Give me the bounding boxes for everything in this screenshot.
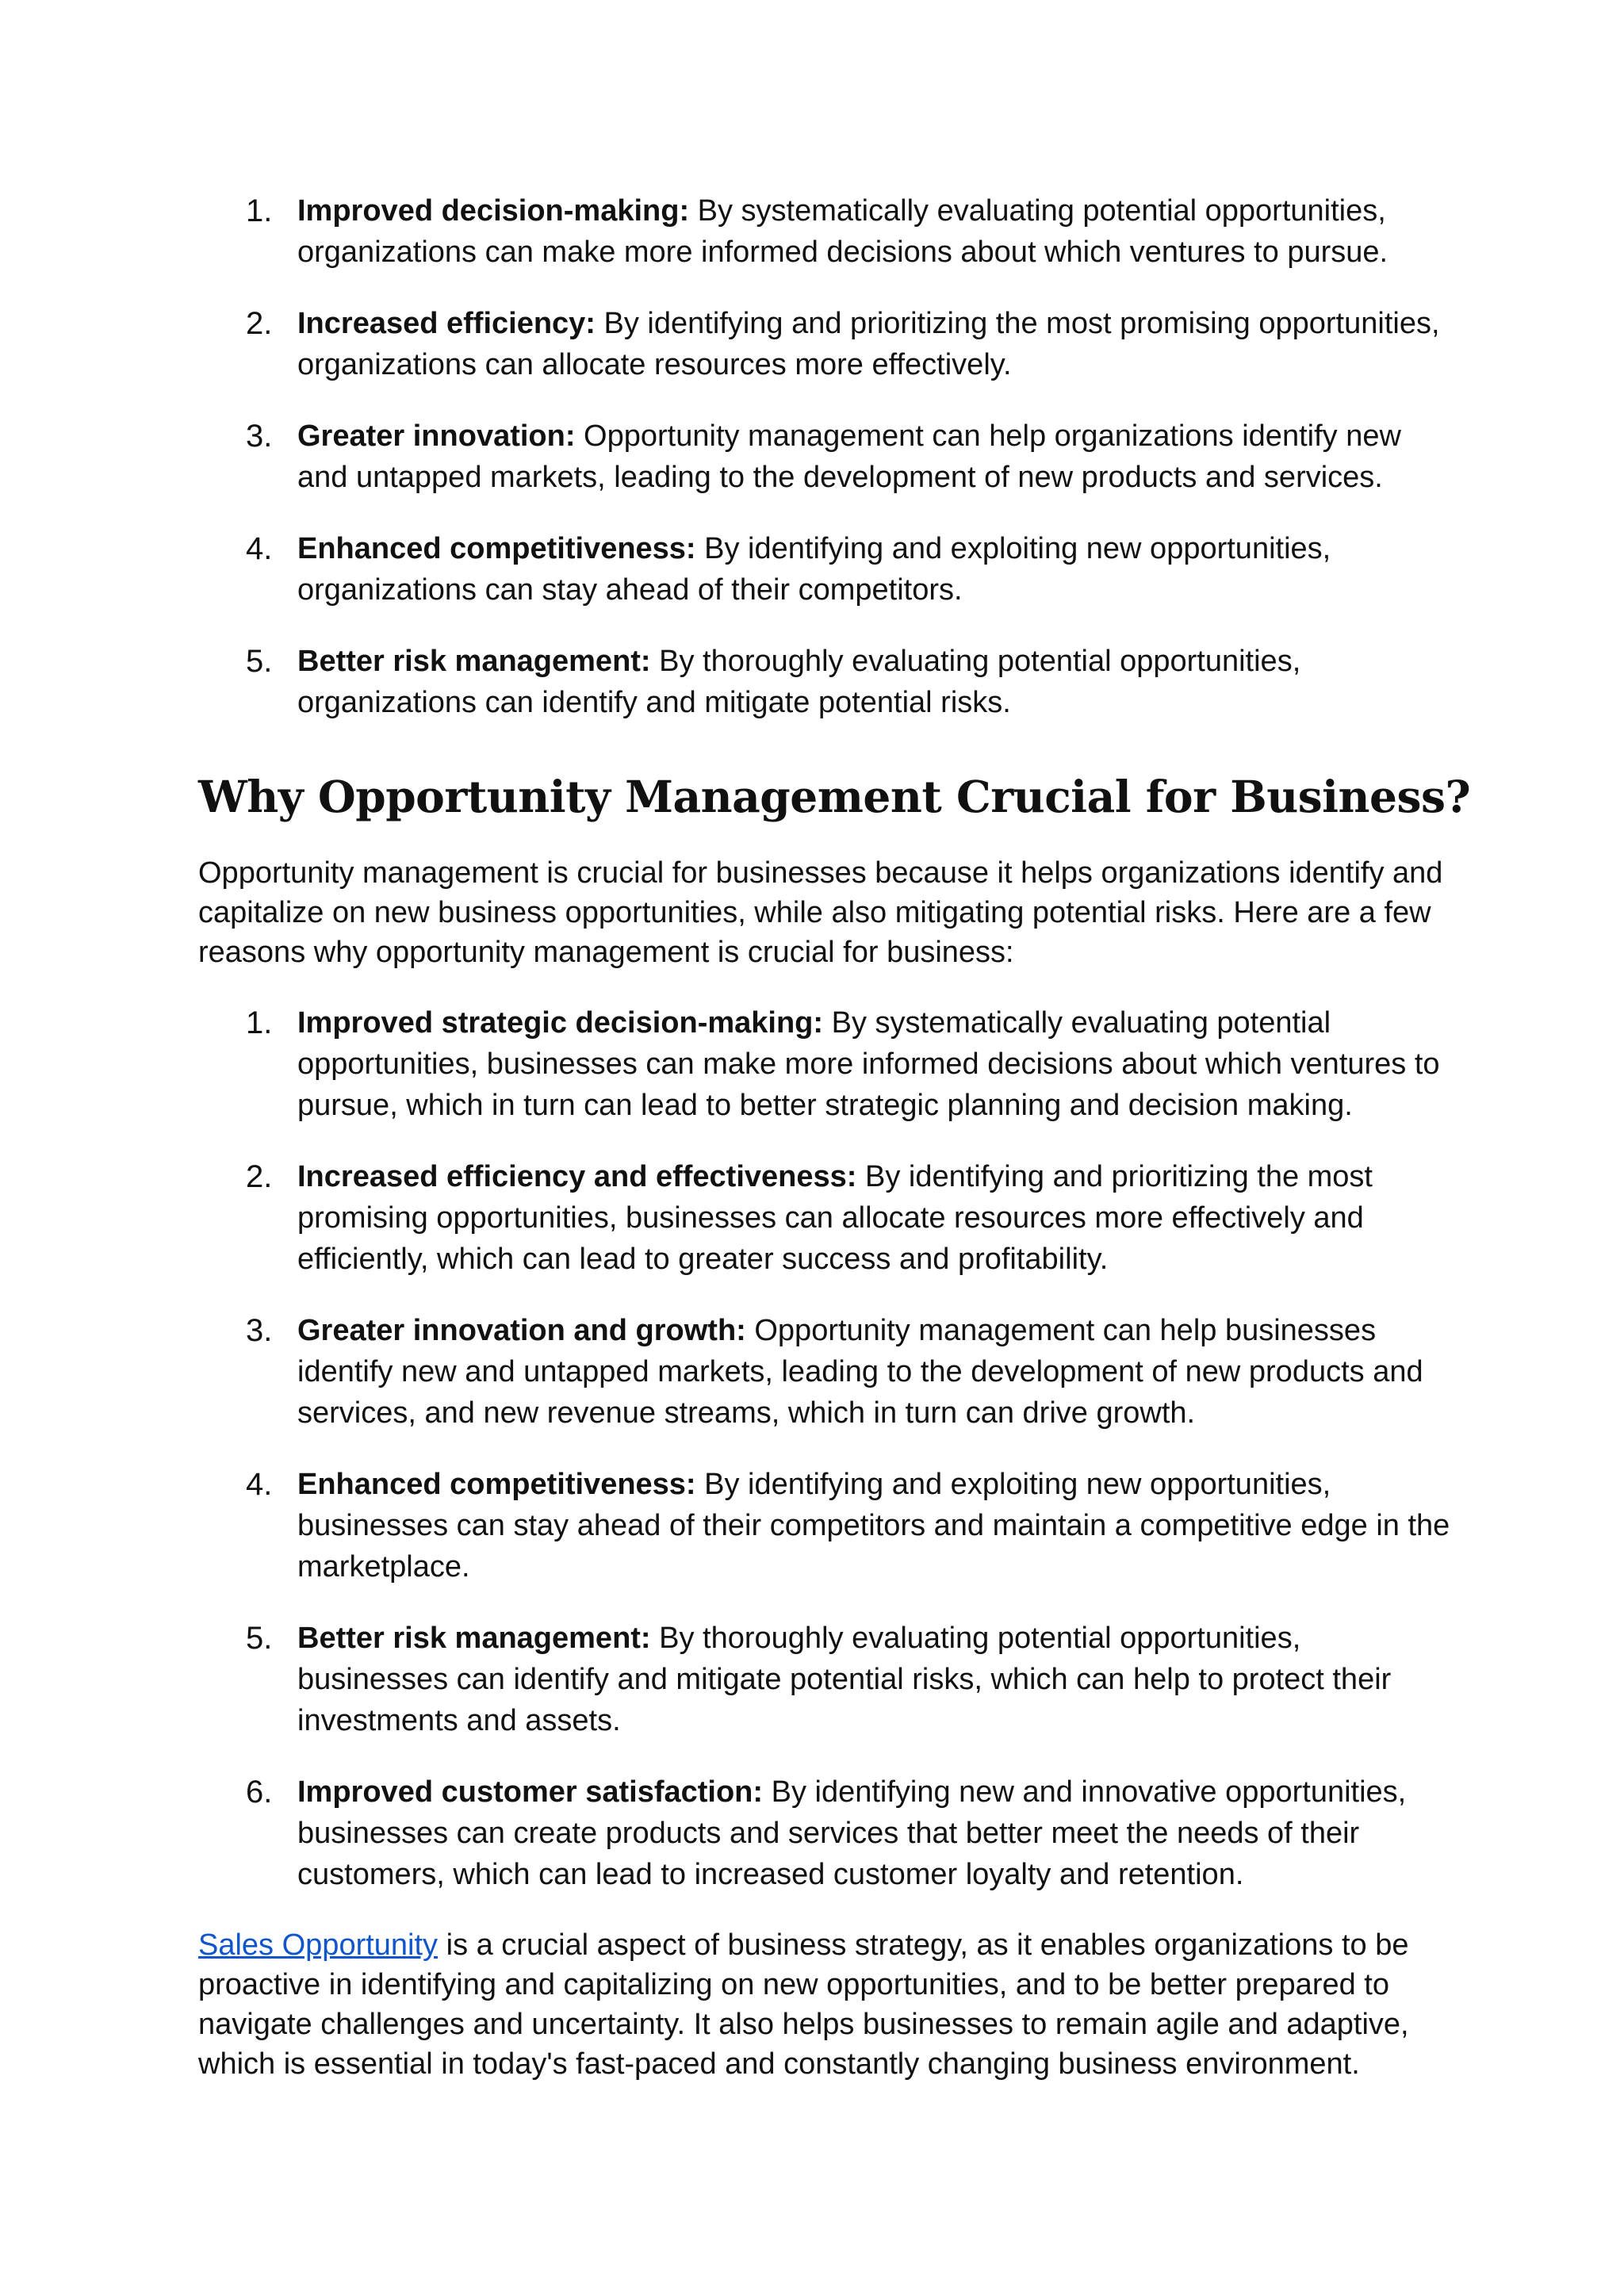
list-number: 2. bbox=[246, 306, 273, 341]
list-term: Greater innovation and growth: bbox=[297, 1314, 746, 1347]
list-number: 3. bbox=[246, 1313, 273, 1348]
list-text: By identifying and prioritizing the most promising opportunities, organizations can allocate resources more effectively. bbox=[297, 307, 1440, 381]
list-item bbox=[198, 641, 1451, 723]
list-term: Better risk management: bbox=[297, 645, 651, 678]
list-text: By identifying and exploiting new opportunities, businesses can stay ahead of their competitors and maintain a competitive edge in the marketplace. bbox=[297, 1468, 1450, 1584]
list-number: 1. bbox=[246, 1005, 273, 1040]
list-term: Enhanced competitiveness: bbox=[297, 532, 696, 565]
list-number: 4. bbox=[246, 531, 273, 566]
closing-text: is a crucial aspect of business strategy, as it enables organizations to be proactive in identifying and capitalizing on new opportunities, and to be better prepared to navigate challenges and uncertainty. It also helps businesses to remain agile and adaptive, which is essential in today's fast-paced and constantly changing business environment. bbox=[198, 1928, 1409, 2081]
list-item bbox=[198, 1464, 1451, 1587]
list-number: 5. bbox=[246, 1621, 273, 1656]
list-number: 1. bbox=[246, 193, 273, 228]
list-item bbox=[198, 1156, 1451, 1280]
section-heading: Why Opportunity Management Crucial for Business? bbox=[198, 771, 1471, 822]
list-item bbox=[198, 1771, 1451, 1895]
list-item bbox=[198, 416, 1451, 498]
list-term: Greater innovation: bbox=[297, 419, 576, 453]
list-text: By systematically evaluating potential opportunities, businesses can make more informed decisions about which ventures to pursue, which in turn can lead to better strategic planning and decision making. bbox=[297, 1006, 1440, 1122]
list-item bbox=[198, 190, 1451, 273]
list-number: 2. bbox=[246, 1159, 273, 1194]
list-text: By identifying new and innovative opportunities, businesses can create products and services that better meet the needs of their customers, which can lead to increased customer loyalty and retention. bbox=[297, 1775, 1407, 1891]
list-number: 6. bbox=[246, 1775, 273, 1810]
list-text: By thoroughly evaluating potential opportunities, businesses can identify and mitigate potential risks, which can help to protect their investments and assets. bbox=[297, 1622, 1392, 1737]
list-item bbox=[198, 303, 1451, 385]
reasons-list bbox=[198, 1002, 1451, 1895]
benefits-list bbox=[198, 190, 1451, 723]
list-term: Enhanced competitiveness: bbox=[297, 1468, 696, 1501]
list-term: Improved customer satisfaction: bbox=[297, 1775, 764, 1809]
list-item bbox=[198, 1310, 1451, 1434]
list-text: Opportunity management can help businesses identify new and untapped markets, leading to the development of new products and services, and new revenue streams, which in turn can drive growth. bbox=[297, 1314, 1423, 1430]
sales-opportunity-link[interactable]: Sales Opportunity bbox=[198, 1928, 439, 1962]
list-text: By identifying and prioritizing the most promising opportunities, businesses can allocate resources more effectively and efficiently, which can lead to greater success and profitability. bbox=[297, 1160, 1373, 1276]
list-text: By thoroughly evaluating potential opportunities, organizations can identify and mitigate potential risks. bbox=[297, 645, 1301, 719]
list-term: Improved decision-making: bbox=[297, 194, 690, 228]
list-term: Improved strategic decision-making: bbox=[297, 1006, 824, 1040]
list-number: 4. bbox=[246, 1467, 273, 1502]
document-page bbox=[198, 190, 1471, 2114]
list-term: Better risk management: bbox=[297, 1622, 651, 1655]
list-text: By systematically evaluating potential opportunities, organizations can make more informed decisions about which ventures to pursue. bbox=[297, 194, 1388, 269]
list-term: Increased efficiency and effectiveness: bbox=[297, 1160, 857, 1193]
list-number: 3. bbox=[246, 419, 273, 454]
closing-paragraph bbox=[198, 1925, 1451, 2084]
list-item bbox=[198, 1618, 1451, 1741]
list-item bbox=[198, 528, 1451, 611]
list-text: Opportunity management can help organizations identify new and untapped markets, leading to the development of new products and services. bbox=[297, 419, 1401, 494]
list-text: By identifying and exploiting new opportunities, organizations can stay ahead of their competitors. bbox=[297, 532, 1331, 607]
list-number: 5. bbox=[246, 644, 273, 679]
list-term: Increased efficiency: bbox=[297, 307, 596, 340]
list-item bbox=[198, 1002, 1451, 1126]
intro-paragraph: Opportunity management is crucial for businesses because it helps organizations identify and capitalize on new business opportunities, while also mitigating potential risks. Here are a few reasons why opportunity management is crucial for business: bbox=[198, 856, 1443, 969]
